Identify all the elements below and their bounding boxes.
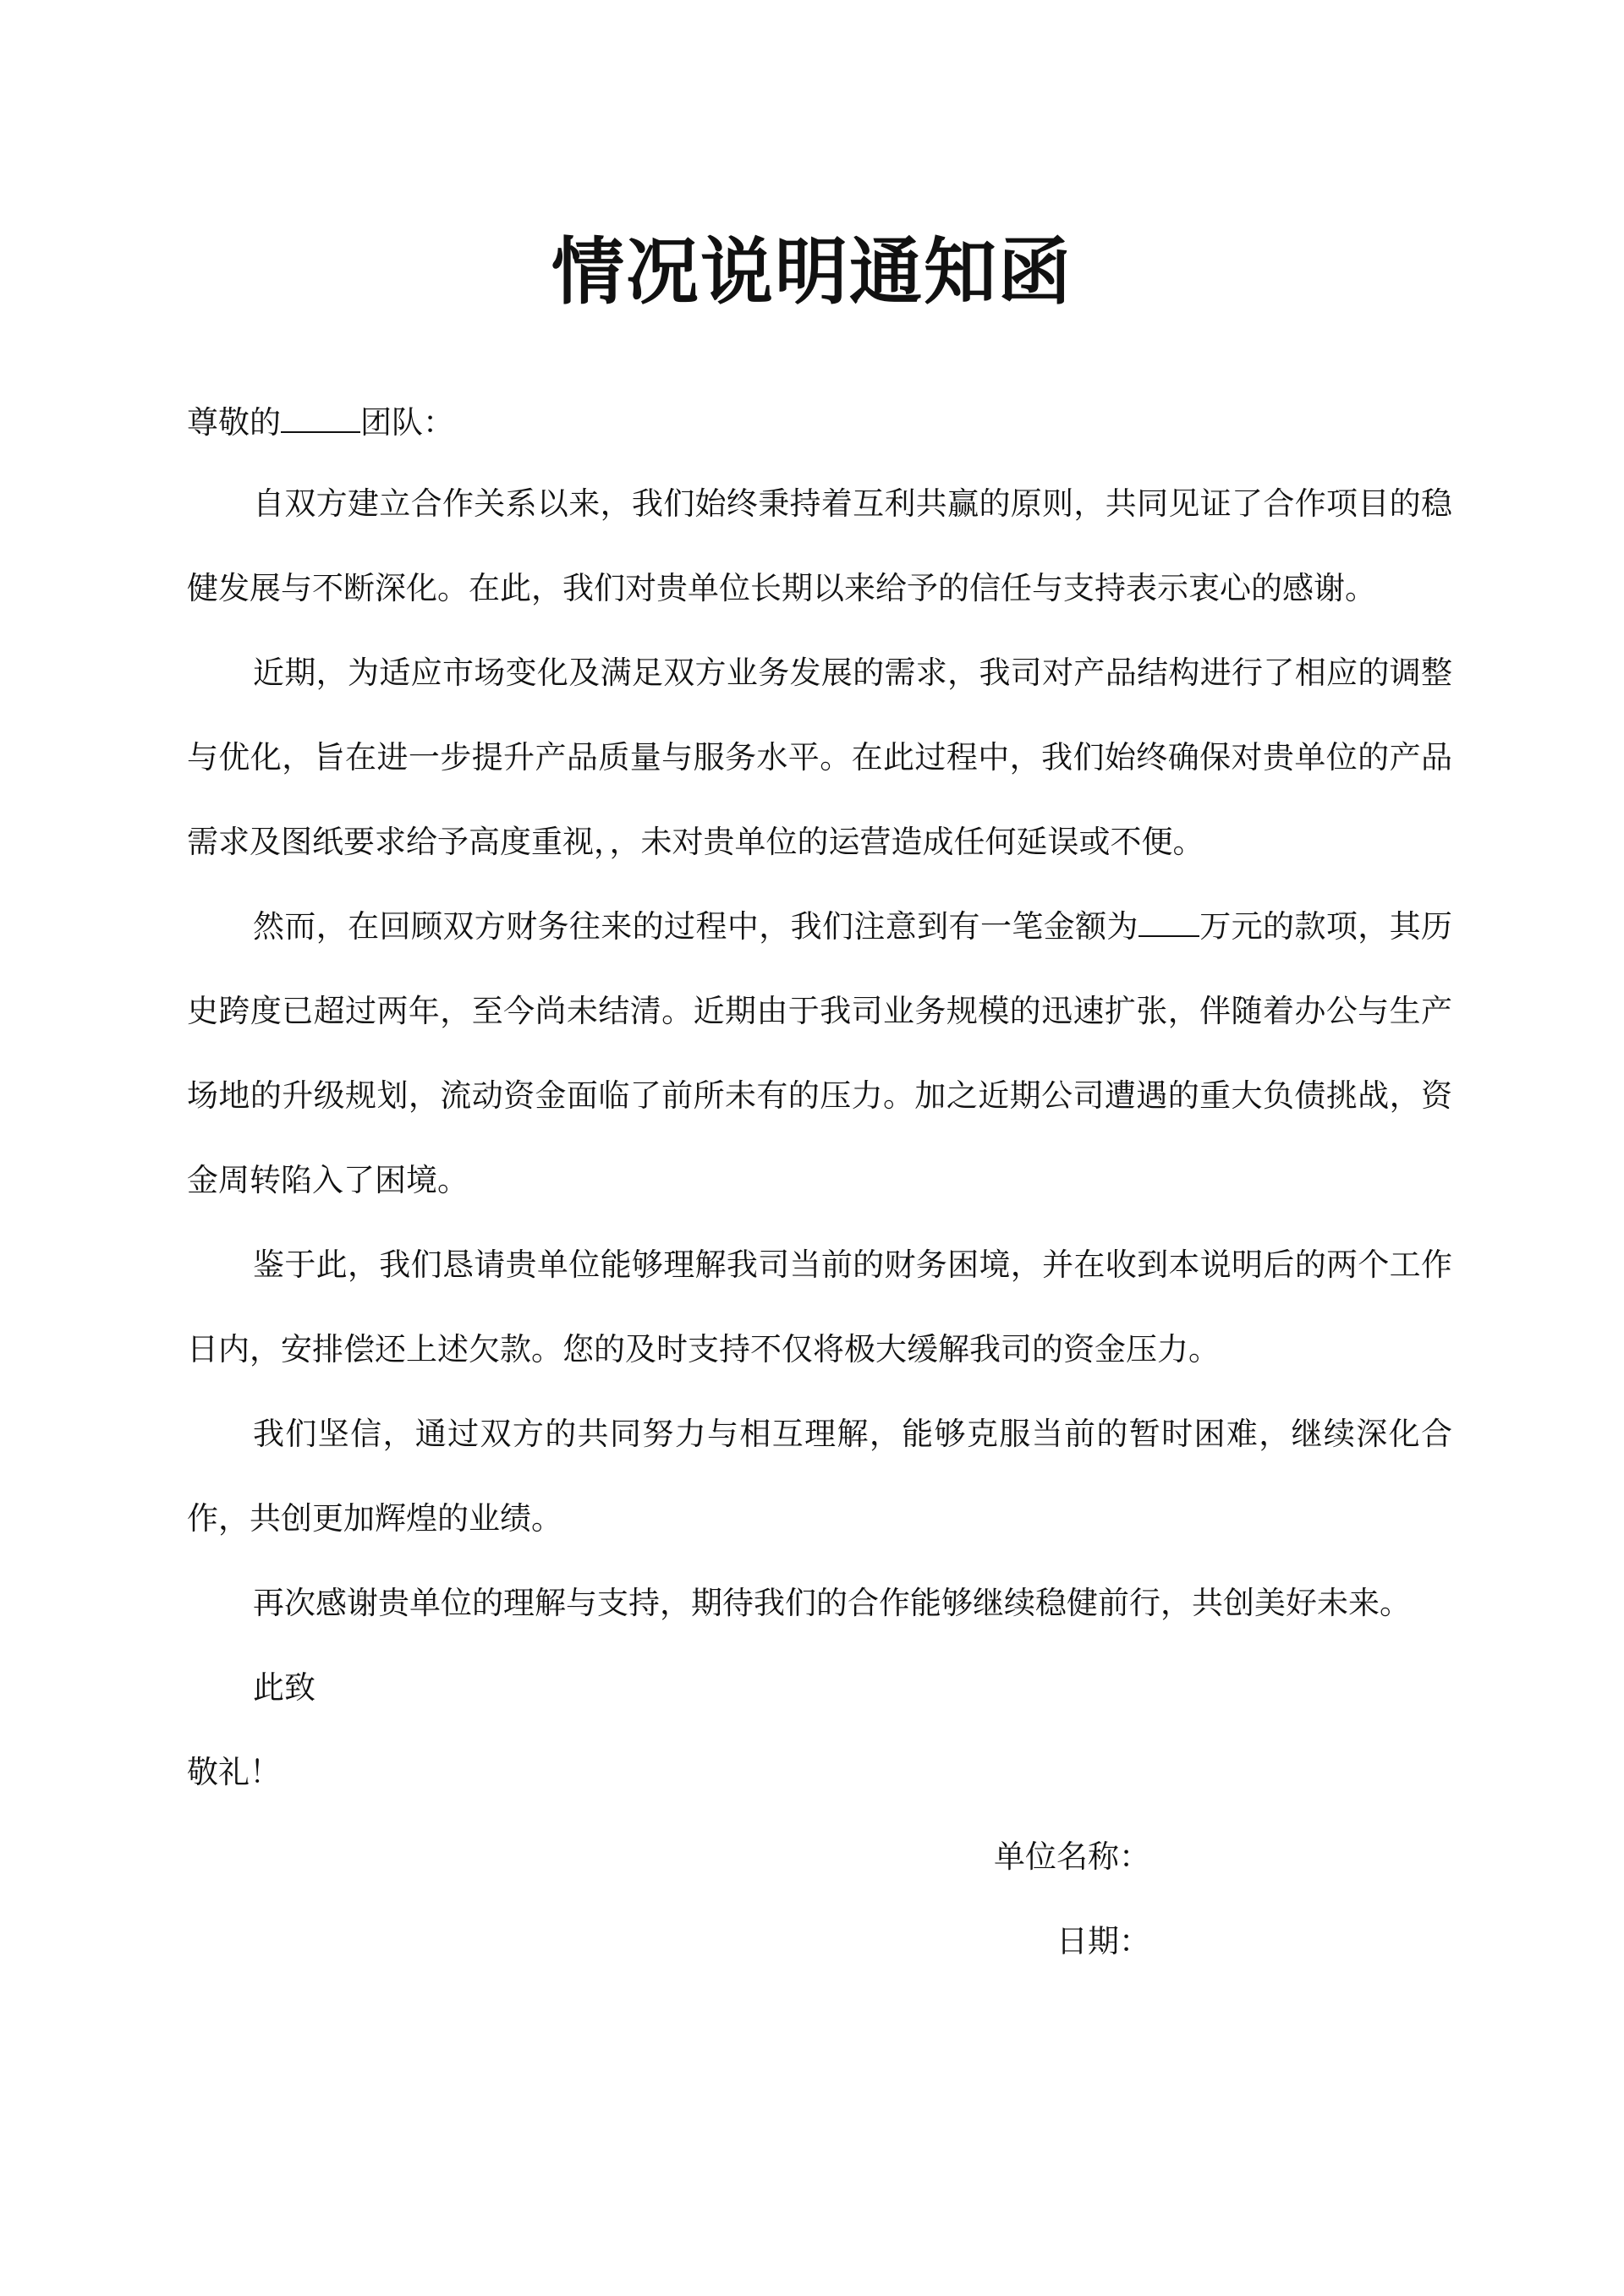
regards-line: 敬礼！ — [187, 1754, 281, 1790]
paragraph-3-prefix: 然而，在回顾双方财务往来的过程中，我们注意到有一笔金额为 — [253, 908, 1138, 945]
salutation — [187, 381, 1452, 465]
closing-line: 此致 — [253, 1669, 315, 1706]
salutation-suffix: 团队： — [360, 404, 454, 441]
salutation-prefix: 尊敬的 — [187, 404, 281, 441]
signature-unit-label: 单位名称： — [994, 1838, 1150, 1875]
paragraph-4: 鉴于此，我们恳请贵单位能够理解我司当前的财务困境，并在收到本说明后的两个工作日内，安排偿还上述欠款。您的及时支持不仅将极大缓解我司的资金压力。 — [187, 1247, 1452, 1367]
paragraph-1: 自双方建立合作关系以来，我们始终秉持着互利共赢的原则，共同见证了合作项目的稳健发展与不断深化。在此，我们对贵单位长期以来给予的信任与支持表示衷心的感谢。 — [187, 485, 1452, 606]
team-name-blank — [281, 406, 360, 433]
paragraph-5: 我们坚信，通过双方的共同努力与相互理解，能够克服当前的暂时困难，继续深化合作，共创更加辉煌的业绩。 — [187, 1416, 1452, 1537]
document-title: 情况说明通知函 — [551, 230, 1073, 315]
paragraph-2: 近期，为适应市场变化及满足双方业务发展的需求，我司对产品结构进行了相应的调整与优化，旨在进一步提升产品质量与服务水平。在此过程中，我们始终确保对贵单位的产品需求及图纸要求给予高度重视，，未对贵单位的运营造成任何延误或不便。 — [187, 655, 1452, 860]
letter-body — [187, 462, 1452, 1646]
amount-blank — [1138, 910, 1199, 937]
signature-date-label: 日期： — [1056, 1923, 1150, 1959]
paragraph-3 — [187, 885, 1452, 1223]
paragraph-3-suffix: 万元的款项，其历史跨度已超过两年，至今尚未结清。近期由于我司业务规模的迅速扩张，伴随着办公与生产场地的升级规划，流动资金面临了前所未有的压力。加之近期公司遭遇的重大负债挑战，资金周转陷入了困境。 — [187, 908, 1453, 1198]
paragraph-6: 再次感谢贵单位的理解与支持，期待我们的合作能够继续稳健前行，共创美好未来。 — [253, 1585, 1411, 1621]
